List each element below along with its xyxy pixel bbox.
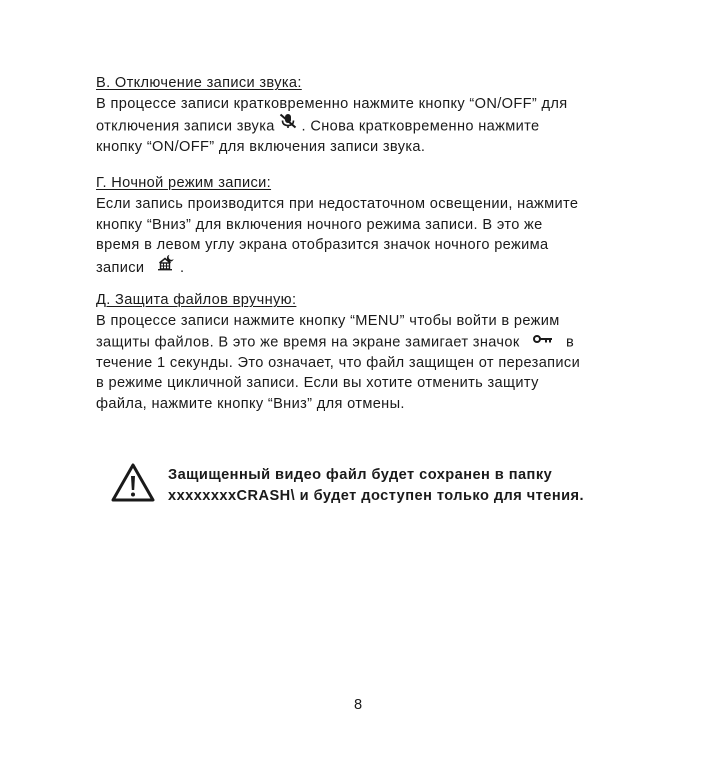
section-heading: В. Отключение записи звука: [96,75,302,91]
section-heading: Д. Защита файлов вручную: [96,292,297,308]
paragraph-text: в [566,333,575,350]
paragraph-text: записи [96,259,145,276]
warning-triangle-icon [110,462,156,504]
paragraph-line [96,115,656,138]
section-mute-recording [96,73,656,158]
paragraph-line: течение 1 секунды. Это означает, что файл защищен от перезаписи [96,354,581,371]
paragraph-text: . [180,259,185,276]
paragraph-line: время в левом углу экрана отобразится значок ночного режима [96,237,549,254]
page-number: 8 [353,697,363,713]
paragraph-text: . Снова кратковременно нажмите [301,117,540,134]
warning-text [168,465,584,507]
key-icon [533,330,553,351]
warning-line: Защищенный видео файл будет сохранен в папку [168,467,553,483]
paragraph-line: Если запись производится при недостаточном освещении, нажмите [96,195,579,212]
mute-microphone-icon [279,113,297,136]
paragraph-line [96,256,656,280]
section-night-mode [96,173,656,280]
paragraph-line: В процессе записи кратковременно нажмите кнопку “ON/OFF” для [96,95,568,112]
night-mode-icon [158,254,176,278]
paragraph-line: файла, нажмите кнопку “Вниз” для отмены. [96,396,405,413]
warning-note [110,462,650,512]
paragraph-text: отключения записи звука [96,117,275,134]
warning-line: xxxxxxxxCRASH\ и будет доступен только для чтения. [168,488,584,504]
paragraph-text: защиты файлов. В это же время на экране замигает значок [96,333,520,350]
paragraph-line: кнопку “ON/OFF” для включения записи звука. [96,139,426,156]
paragraph-line [96,332,656,353]
section-heading: Г. Ночной режим записи: [96,175,272,191]
paragraph-line: в режиме цикличной записи. Если вы хотите отменить защиту [96,375,539,392]
paragraph-line: кнопку “Вниз” для включения ночного режима записи. В это же [96,216,543,233]
section-file-protection [96,290,656,415]
paragraph-line: В процессе записи нажмите кнопку “MENU” чтобы войти в режим [96,312,560,329]
